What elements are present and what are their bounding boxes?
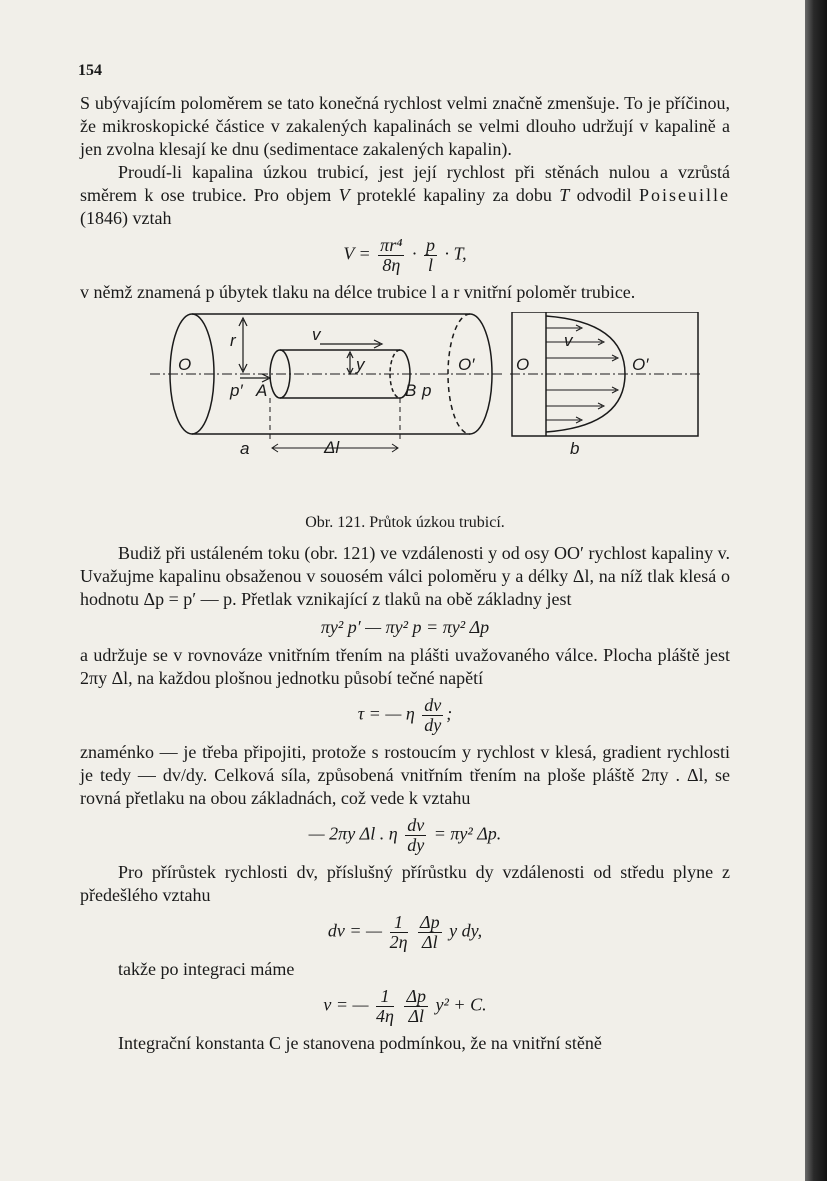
figure-121 <box>80 312 730 512</box>
label-O-right: O′ <box>458 355 475 374</box>
page-number: 154 <box>78 62 102 79</box>
label-O-left: O <box>178 355 192 374</box>
label-A: A <box>256 381 268 400</box>
figure-caption: Obr. 121. Průtok úzkou trubicí. <box>305 514 505 531</box>
page-edge <box>805 0 827 1181</box>
label-p-prime: p′ <box>230 381 243 400</box>
paragraph-1: S ubývajícím poloměrem se tato konečná rychlost velmi značně zmenšuje. To je příčinou, že mikroskopické částice v zakalených kapalinách se velmi dlouho udržují v kapalině a jen zvolna klesají ke dnu (sedimentace zakalených kapalin). <box>80 93 730 159</box>
label-O-prime-profile: O′ <box>632 355 649 374</box>
formula-shear-stress: τ = — η $\frac{dv}{dy}$ ; <box>357 695 453 735</box>
label-delta-l: Δl <box>324 438 340 457</box>
paragraph-8: takže po integraci máme <box>118 959 295 979</box>
formula-velocity: v = — $\frac{1}{4\eta}$ $\frac{\Delta p}{\Delta l}$ y² + C. <box>323 986 487 1026</box>
label-y: y <box>356 355 365 374</box>
paragraph-4: Budiž při ustáleném toku (obr. 121) ve vzdálenosti y od osy OO′ rychlost kapaliny v. Uvažujme kapalinu obsaženou v souosém válci poloměru y a délky Δl, na níž tlak klesá o hodnotu Δp = p′ — p. Přetlak vznikající z tlaků na obě základny jest <box>80 543 730 609</box>
paragraph-2: Proudí-li kapalina úzkou trubicí, jest její rychlost při stěnách nulou a vzrůstá směrem k ose trubice. Pro objem V proteklé kapaliny za dobu T odvodil Poiseuille (1846) vztah <box>80 162 730 228</box>
formula-force-balance: — 2πy Δl . η $\frac{dv}{dy}$ = πy² Δp. <box>308 815 502 855</box>
paragraph-6: znaménko — je třeba připojiti, protože s rostoucím y rychlost v klesá, gradient rychlosti je tedy — dv/dy. Celková síla, způsobená vnitřním třením na ploše pláště 2πy . Δl, se rovná přetlaku na obou základnách, což vede k vztahu <box>80 742 730 808</box>
paragraph-3: v němž znamená p úbytek tlaku na délce trubice l a r vnitřní poloměr trubice. <box>80 282 636 302</box>
page-content <box>80 92 730 1055</box>
paragraph-9: Integrační konstanta C je stanovena podmínkou, že na vnitřní stěně <box>118 1033 602 1053</box>
label-p: p <box>422 381 432 400</box>
label-b: b <box>570 439 580 458</box>
label-r: r <box>230 331 236 350</box>
formula-poiseuille: V = $\frac{\text{πr⁴}}{8\eta}$ · $\frac{p}{l}$ · T, <box>343 235 467 275</box>
formula-dv: dv = — $\frac{1}{2\eta}$ $\frac{\Delta p}{\Delta l}$ y dy, <box>327 912 483 952</box>
label-B: B <box>405 381 417 400</box>
formula-overpressure: πy² p′ — πy² p = πy² Δp <box>320 617 490 637</box>
label-v-profile: v <box>564 331 573 350</box>
label-a: a <box>240 439 250 458</box>
paragraph-7: Pro přírůstek rychlosti dv, příslušný přírůstku dy vzdálenosti od středu plyne z předešlého vztahu <box>80 862 730 905</box>
label-O-profile: O <box>516 355 530 374</box>
label-v: v <box>312 325 321 344</box>
tube-flow-diagram <box>80 312 730 512</box>
paragraph-5: a udržuje se v rovnováze vnitřním třením na plášti uvažovaného válce. Plocha pláště jest 2πy Δl, na každou plošnou jednotku působí tečné napětí <box>80 645 730 688</box>
